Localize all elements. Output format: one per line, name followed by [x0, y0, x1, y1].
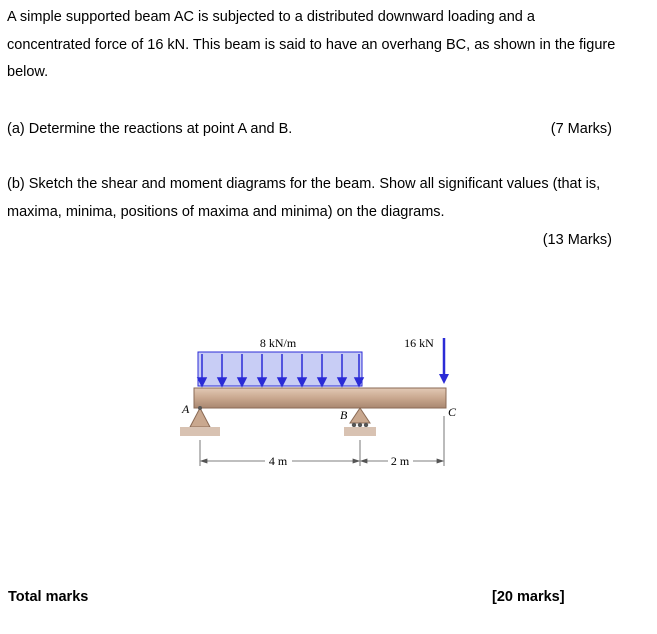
part-a-row — [7, 119, 612, 139]
span-ab-label: 4 m — [268, 454, 288, 468]
point-load-arrow — [439, 338, 449, 384]
part-a-marks: (7 Marks) — [550, 121, 612, 137]
label-c: C — [448, 405, 457, 419]
total-marks-value: [20 marks] — [492, 589, 565, 605]
label-a: A — [182, 402, 190, 416]
part-b-marks: (13 Marks) — [542, 232, 612, 248]
support-b-roller — [344, 408, 376, 436]
span-bc-label: 2 m — [390, 454, 410, 468]
beam-diagram — [170, 330, 470, 480]
intro-paragraph: A simple supported beam AC is subjected to a distributed downward loading and a concentrated force of 16 kN. This beam is said to have an overhang BC, as shown in the figure below. — [7, 9, 616, 80]
distributed-load-label: 8 kN/m — [259, 336, 297, 350]
beam-figure — [170, 330, 470, 480]
label-b: B — [340, 408, 348, 422]
total-marks-label: Total marks — [8, 589, 89, 605]
part-a-question: (a) Determine the reactions at point A and B. — [7, 121, 293, 137]
point-load-label: 16 kN — [404, 336, 434, 350]
part-b-question: (b) Sketch the shear and moment diagrams for the beam. Show all significant values (that is, maxima, minima, positions of maxima and minima) on the diagrams. — [7, 176, 601, 220]
beam — [194, 388, 446, 408]
